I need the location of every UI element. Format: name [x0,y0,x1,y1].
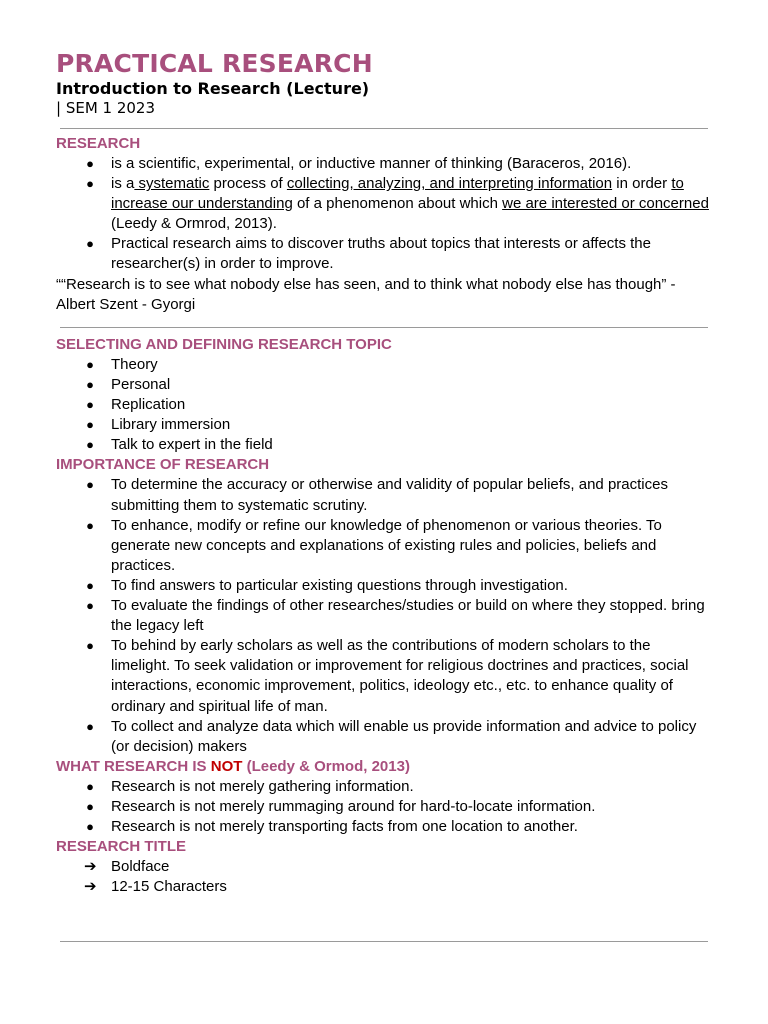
list-item-text: Research is not merely rummaging around for hard-to-locate information. [111,797,596,815]
bullet-icon: ● [86,156,94,171]
list-item [56,375,712,395]
text-run: of a phenomenon about which [292,195,503,213]
list-item-text: To determine the accuracy or otherwise and validity of popular beliefs, and practices submitting them to systematic scrutiny. [111,476,668,514]
list-item [56,475,712,515]
research-quote: ““Research is to see what nobody else has seen, and to think what nobody else has though” - Albert Szent - Gyorgi [56,275,676,313]
importance-list [56,475,712,756]
bullet-icon: ● [86,377,94,393]
list-item [56,717,712,757]
selecting-list [56,355,712,455]
bullet-icon: ● [86,517,94,533]
underlined-text: collecting, analyzing, and interpreting information [286,175,613,193]
list-item [56,636,712,716]
section-research [56,134,712,315]
document-page [56,49,712,896]
bullet-icon: ● [86,437,94,453]
list-item [56,877,712,897]
document-subtitle: Introduction to Research (Lecture) [56,79,370,98]
list-item-text: Practical research aims to discover truths about topics that interests or affects the researcher(s) in order to improve. [111,235,651,273]
divider-middle [60,327,708,328]
bullet-icon: ● [86,718,94,734]
bullet-icon: ● [86,798,94,814]
list-item-text: Research is not merely gathering information. [111,777,414,795]
section-selecting [56,335,712,897]
list-item [56,234,712,274]
bullet-icon: ● [86,176,94,192]
bullet-icon: ● [86,638,94,654]
list-item-text: To find answers to particular existing questions through investigation. [111,576,568,594]
list-item [56,817,712,837]
bullet-icon: ● [86,577,94,593]
section-heading-research: RESEARCH [56,135,141,152]
list-item [56,355,712,375]
bullet-icon: ● [86,477,94,493]
bullet-icon: ● [86,397,94,413]
list-item-text: is a scientific, experimental, or inductive manner of thinking (Baraceros, 2016). [111,155,632,172]
bullet-icon: ● [86,236,94,252]
divider-bottom [60,941,708,942]
semester-label: | SEM 1 2023 [56,99,156,117]
list-item-text: Research is not merely transporting facts from one location to another. [111,817,578,835]
section-heading-selecting: SELECTING AND DEFINING RESEARCH TOPIC [56,336,392,353]
text-run: is a [111,175,135,193]
list-item [56,797,712,817]
research-list [56,154,712,275]
bullet-icon: ● [86,818,94,834]
document-title: PRACTICAL RESEARCH [56,49,373,78]
list-item-text: Library immersion [111,416,231,434]
list-item-text: Boldface [111,858,170,876]
list-item [56,777,712,797]
bullet-icon: ● [86,357,94,372]
section-heading-title: RESEARCH TITLE [56,838,187,856]
underlined-text: we are interested or concerned [502,195,709,213]
bullet-icon: ● [86,778,94,794]
list-item [56,415,712,435]
list-item-text: Replication [111,396,186,414]
text-run: process of [209,175,287,193]
list-item-text: To behind by early scholars as well as the contributions of modern scholars to the limelight. To seek validation or improvement for religious doctrines and practices, social interactions, economic improvement, politics, ideology etc., etc. to enhance quality of ordinary and spiritual life of man. [111,637,689,715]
section-heading-not [56,757,712,777]
list-item [56,576,712,596]
list-item-text: 12-15 Characters [111,878,227,896]
list-item [56,516,712,576]
list-item [56,395,712,415]
list-item-text: To collect and analyze data which will enable us provide information and advice to policy (or decision) makers [111,717,697,755]
section-heading-importance: IMPORTANCE OF RESEARCH [56,456,270,474]
list-item [56,154,712,174]
heading-text: (Leedy & Ormod, 2013) [242,757,410,775]
text-run: (Leedy & Ormrod, 2013). [111,215,277,233]
divider-top [60,128,708,129]
list-item [56,435,712,455]
list-item [56,596,712,636]
bullet-icon: ● [86,417,94,433]
list-item-text: Theory [111,356,158,373]
underlined-text: to increase our understanding [111,175,684,213]
text-run: in order [612,175,672,193]
list-item-text: To enhance, modify or refine our knowledge of phenomenon or various theories. To generate new concepts and explanations of existing rules and policies, beliefs and practices. [111,516,662,574]
arrow-icon: ➔ [84,858,97,876]
bullet-icon: ● [86,598,94,614]
heading-text: WHAT RESEARCH IS [56,757,211,775]
arrow-icon: ➔ [84,878,97,896]
list-item [56,857,712,877]
title-list [56,857,712,897]
list-item-text: To evaluate the findings of other researches/studies or build on where they stopped. bring the legacy left [111,597,705,635]
list-item-text: Talk to expert in the field [111,436,273,454]
underlined-text: systematic [134,175,210,193]
not-list [56,777,712,837]
list-item [56,174,712,234]
list-item-text: Personal [111,376,171,394]
heading-emphasis: NOT [210,757,243,775]
